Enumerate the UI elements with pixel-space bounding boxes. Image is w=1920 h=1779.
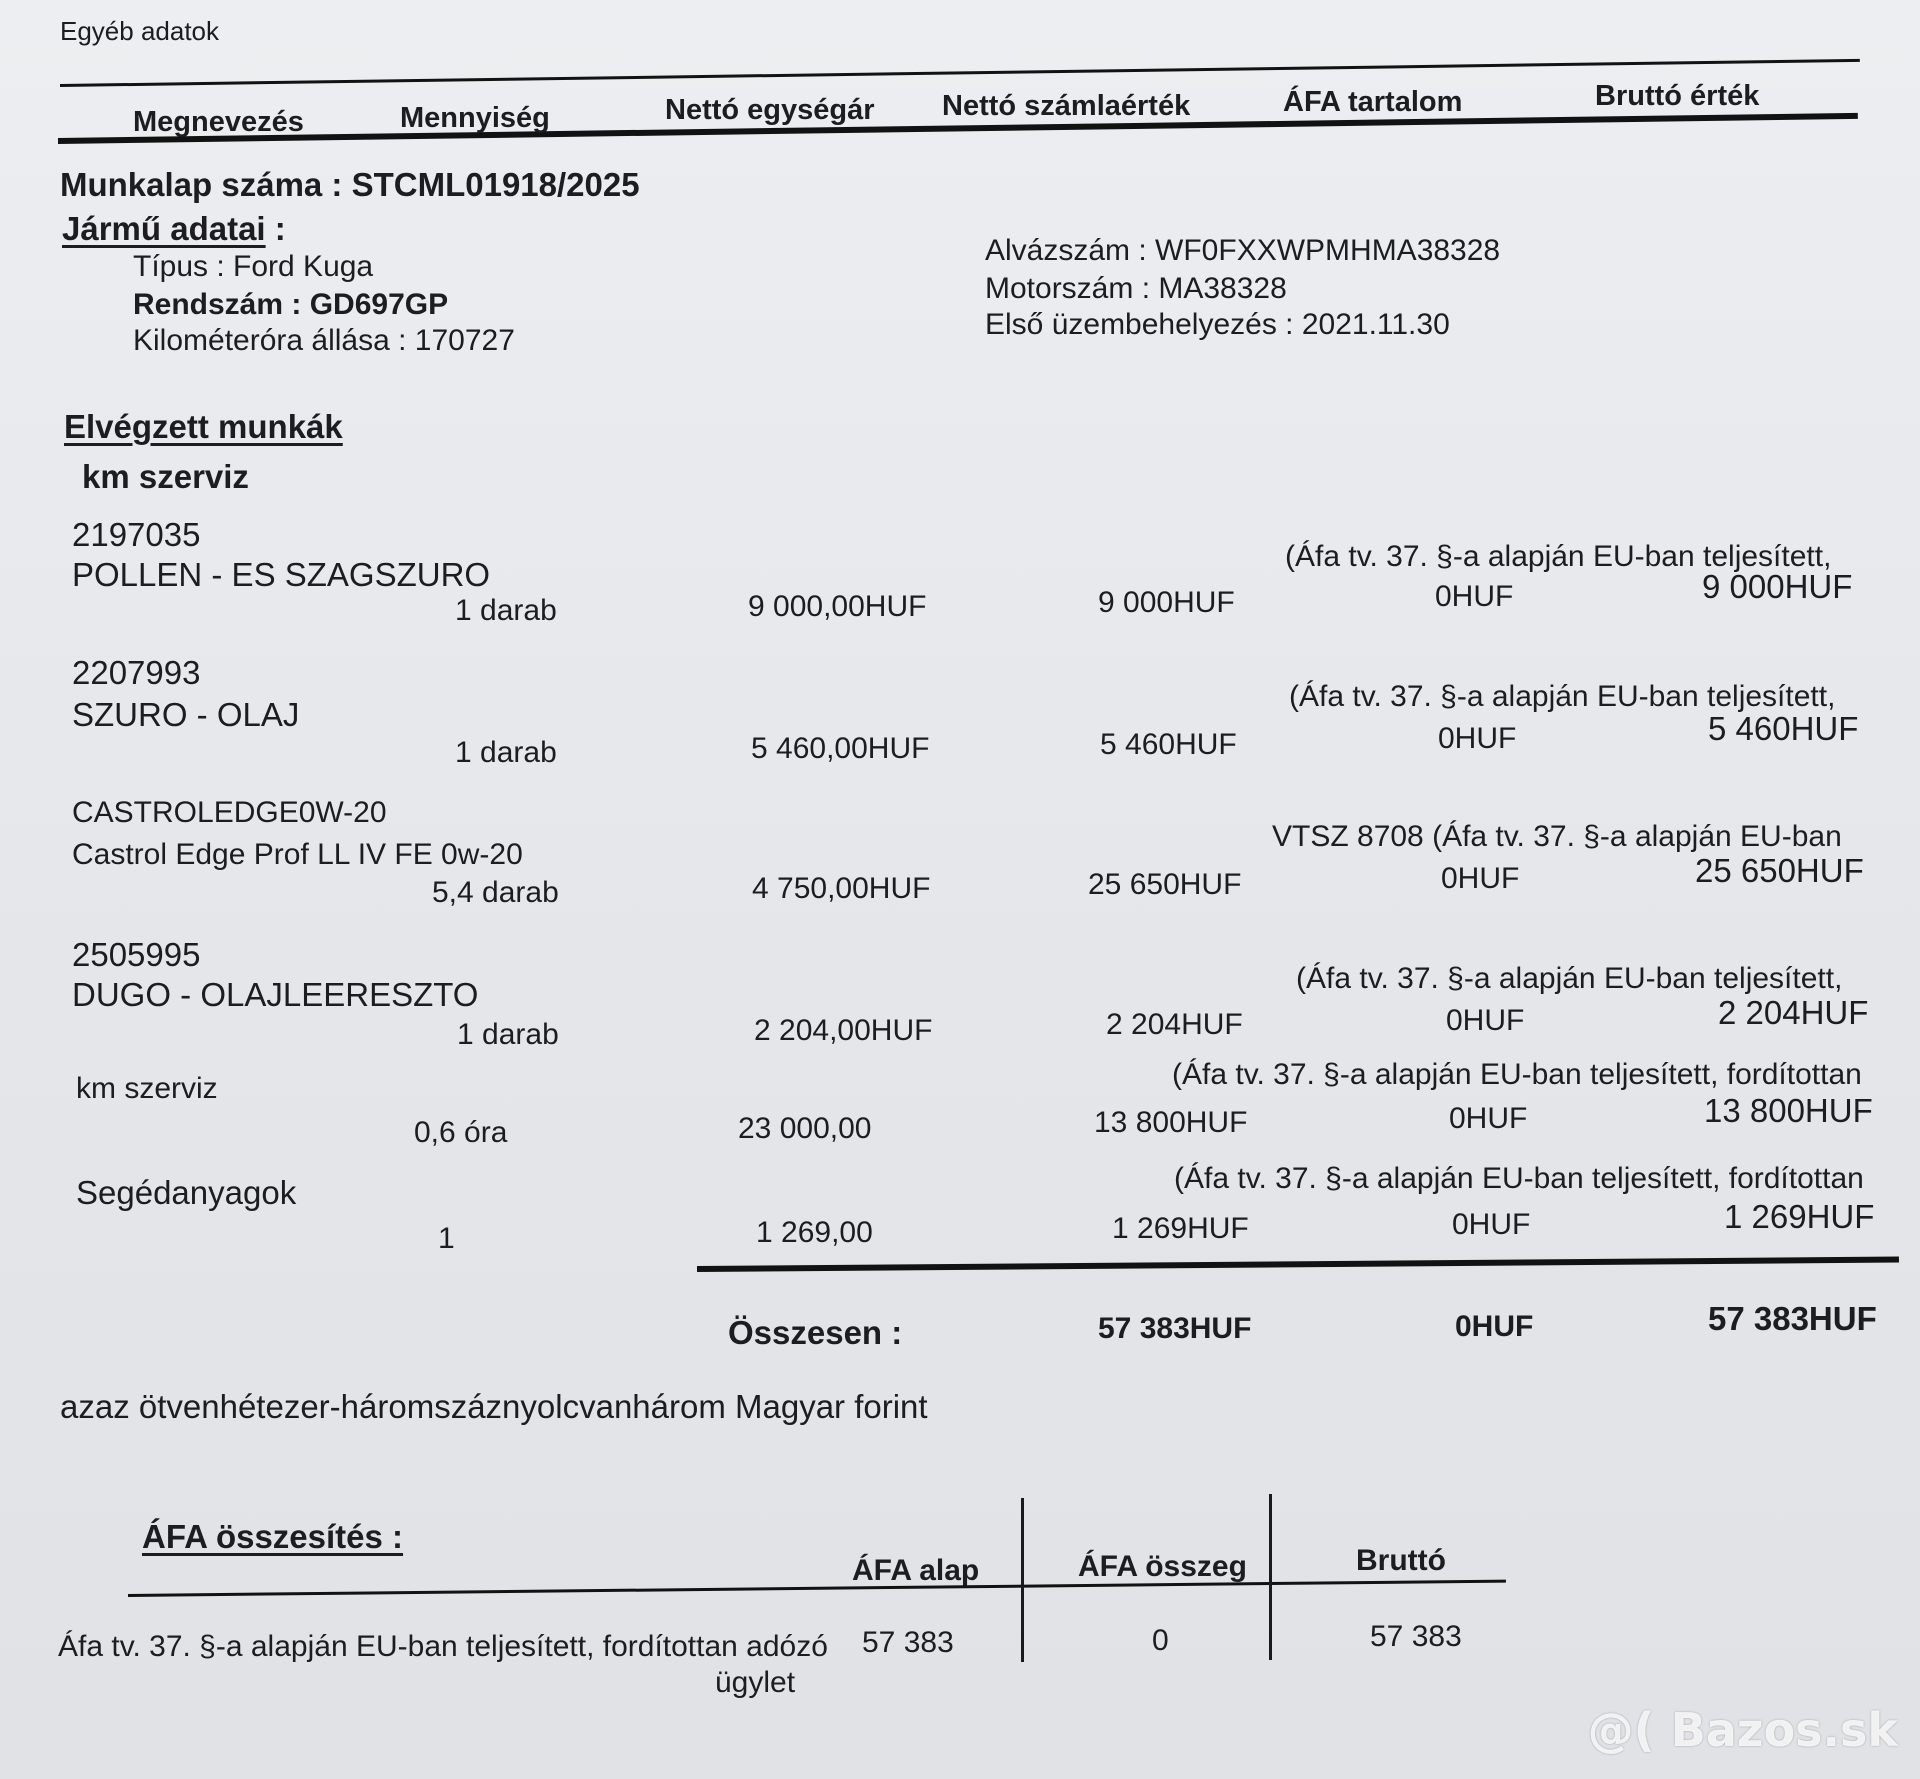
item-unit-net: 23 000,00	[738, 1112, 872, 1145]
item-net-value: 13 800HUF	[1094, 1106, 1248, 1139]
vat-summary-heading: ÁFA összesítés :	[142, 1518, 404, 1555]
vat-summary-rule	[128, 1580, 1506, 1597]
vehicle-heading	[62, 210, 286, 248]
vehicle-vin: Alvázszám : WF0FXXWPMHMA38328	[985, 234, 1501, 267]
total-gross: 57 383HUF	[1708, 1300, 1877, 1337]
col-vat-header: ÁFA tartalom	[1283, 86, 1463, 118]
item-code: CASTROLEDGE0W-20	[72, 796, 387, 829]
col-name-header: Megnevezés	[133, 106, 304, 138]
item-vat-note: (Áfa tv. 37. §-a alapján EU-ban teljesített,	[1285, 540, 1832, 573]
section-title: Egyéb adatok	[60, 16, 220, 46]
vat-summary-col-base: ÁFA alap	[852, 1554, 980, 1587]
amount-in-words: azaz ötvenhétezer-háromszáznyolcvanhárom Magyar forint	[60, 1388, 928, 1425]
item-unit-net: 2 204,00HUF	[754, 1014, 933, 1047]
vat-summary-row-label-2: ügylet	[715, 1666, 796, 1699]
item-gross: 9 000HUF	[1702, 568, 1853, 605]
item-unit-net: 1 269,00	[756, 1216, 873, 1249]
item-gross: 25 650HUF	[1695, 852, 1864, 889]
item-vat-note: (Áfa tv. 37. §-a alapján EU-ban teljesített, fordítottan	[1172, 1058, 1862, 1091]
vat-summary-divider-1	[1021, 1498, 1024, 1662]
vehicle-heading-text: Jármű adatai	[62, 210, 266, 247]
item-gross: 1 269HUF	[1724, 1198, 1875, 1235]
item-name: POLLEN - ES SZAGSZURO	[72, 556, 491, 593]
item-gross: 2 204HUF	[1718, 994, 1869, 1031]
vehicle-plate: Rendszám : GD697GP	[133, 288, 449, 321]
vat-summary-divider-2	[1269, 1494, 1272, 1660]
vehicle-type: Típus : Ford Kuga	[133, 250, 374, 283]
item-gross: 5 460HUF	[1708, 710, 1859, 747]
item-vat: 0HUF	[1435, 580, 1514, 613]
total-label: Összesen :	[728, 1314, 903, 1351]
vehicle-heading-suffix: :	[265, 210, 286, 247]
item-code: 2505995	[72, 936, 201, 973]
total-vat: 0HUF	[1455, 1310, 1534, 1343]
col-unit-net-header: Nettó egységár	[665, 94, 875, 126]
item-name: Segédanyagok	[76, 1174, 297, 1211]
item-unit-net: 5 460,00HUF	[751, 732, 930, 765]
vehicle-odometer: Kilométeróra állása : 170727	[133, 324, 515, 357]
vat-summary-col-amount: ÁFA összeg	[1078, 1550, 1247, 1583]
item-vat: 0HUF	[1452, 1208, 1531, 1241]
item-net-value: 1 269HUF	[1112, 1212, 1249, 1245]
vat-summary-row-gross: 57 383	[1370, 1620, 1462, 1653]
col-qty-header: Mennyiség	[400, 102, 550, 134]
item-vat-note: (Áfa tv. 37. §-a alapján EU-ban teljesített,	[1289, 680, 1836, 713]
item-qty: 1	[438, 1222, 455, 1255]
item-code: 2207993	[72, 654, 201, 691]
item-vat-note: VTSZ 8708 (Áfa tv. 37. §-a alapján EU-ban	[1272, 820, 1842, 853]
vat-summary-row-base: 57 383	[862, 1626, 954, 1659]
item-vat-note: (Áfa tv. 37. §-a alapján EU-ban teljesített, fordítottan	[1174, 1162, 1864, 1195]
works-heading: Elvégzett munkák	[64, 408, 343, 445]
item-qty: 5,4 darab	[432, 876, 559, 909]
item-name: km szerviz	[76, 1072, 218, 1105]
item-name: Castrol Edge Prof LL IV FE 0w-20	[72, 838, 523, 871]
vat-summary-col-gross: Bruttó	[1356, 1544, 1446, 1577]
item-name: SZURO - OLAJ	[72, 696, 300, 733]
item-vat: 0HUF	[1449, 1102, 1528, 1135]
item-vat-note: (Áfa tv. 37. §-a alapján EU-ban teljesített,	[1296, 962, 1843, 995]
item-gross: 13 800HUF	[1704, 1092, 1873, 1129]
works-group: km szerviz	[82, 458, 249, 495]
item-unit-net: 4 750,00HUF	[752, 872, 931, 905]
item-vat: 0HUF	[1446, 1004, 1525, 1037]
item-net-value: 25 650HUF	[1088, 868, 1242, 901]
watermark-logo: @( Bazos.sk	[1587, 1703, 1898, 1757]
item-net-value: 2 204HUF	[1106, 1008, 1243, 1041]
vehicle-engine: Motorszám : MA38328	[985, 272, 1287, 305]
worksheet-number: Munkalap száma : STCML01918/2025	[60, 166, 640, 203]
item-code: 2197035	[72, 516, 201, 553]
item-qty: 1 darab	[457, 1018, 559, 1051]
item-net-value: 9 000HUF	[1098, 586, 1235, 619]
item-unit-net: 9 000,00HUF	[748, 590, 927, 623]
vat-summary-row-label: Áfa tv. 37. §-a alapján EU-ban teljesített, fordítottan adózó	[58, 1630, 828, 1663]
item-net-value: 5 460HUF	[1100, 728, 1237, 761]
header-top-rule	[60, 59, 1860, 87]
col-net-value-header: Nettó számlaérték	[942, 90, 1191, 122]
item-vat: 0HUF	[1438, 722, 1517, 755]
total-net: 57 383HUF	[1098, 1312, 1252, 1345]
item-vat: 0HUF	[1441, 862, 1520, 895]
vehicle-first-registration: Első üzembehelyezés : 2021.11.30	[985, 308, 1450, 341]
item-qty: 1 darab	[455, 594, 557, 627]
item-qty: 0,6 óra	[414, 1116, 508, 1149]
vat-summary-row-amount: 0	[1152, 1624, 1169, 1657]
col-gross-header: Bruttó érték	[1595, 80, 1760, 112]
item-name: DUGO - OLAJLEERESZTO	[72, 976, 479, 1013]
total-rule	[697, 1257, 1899, 1272]
item-qty: 1 darab	[455, 736, 557, 769]
